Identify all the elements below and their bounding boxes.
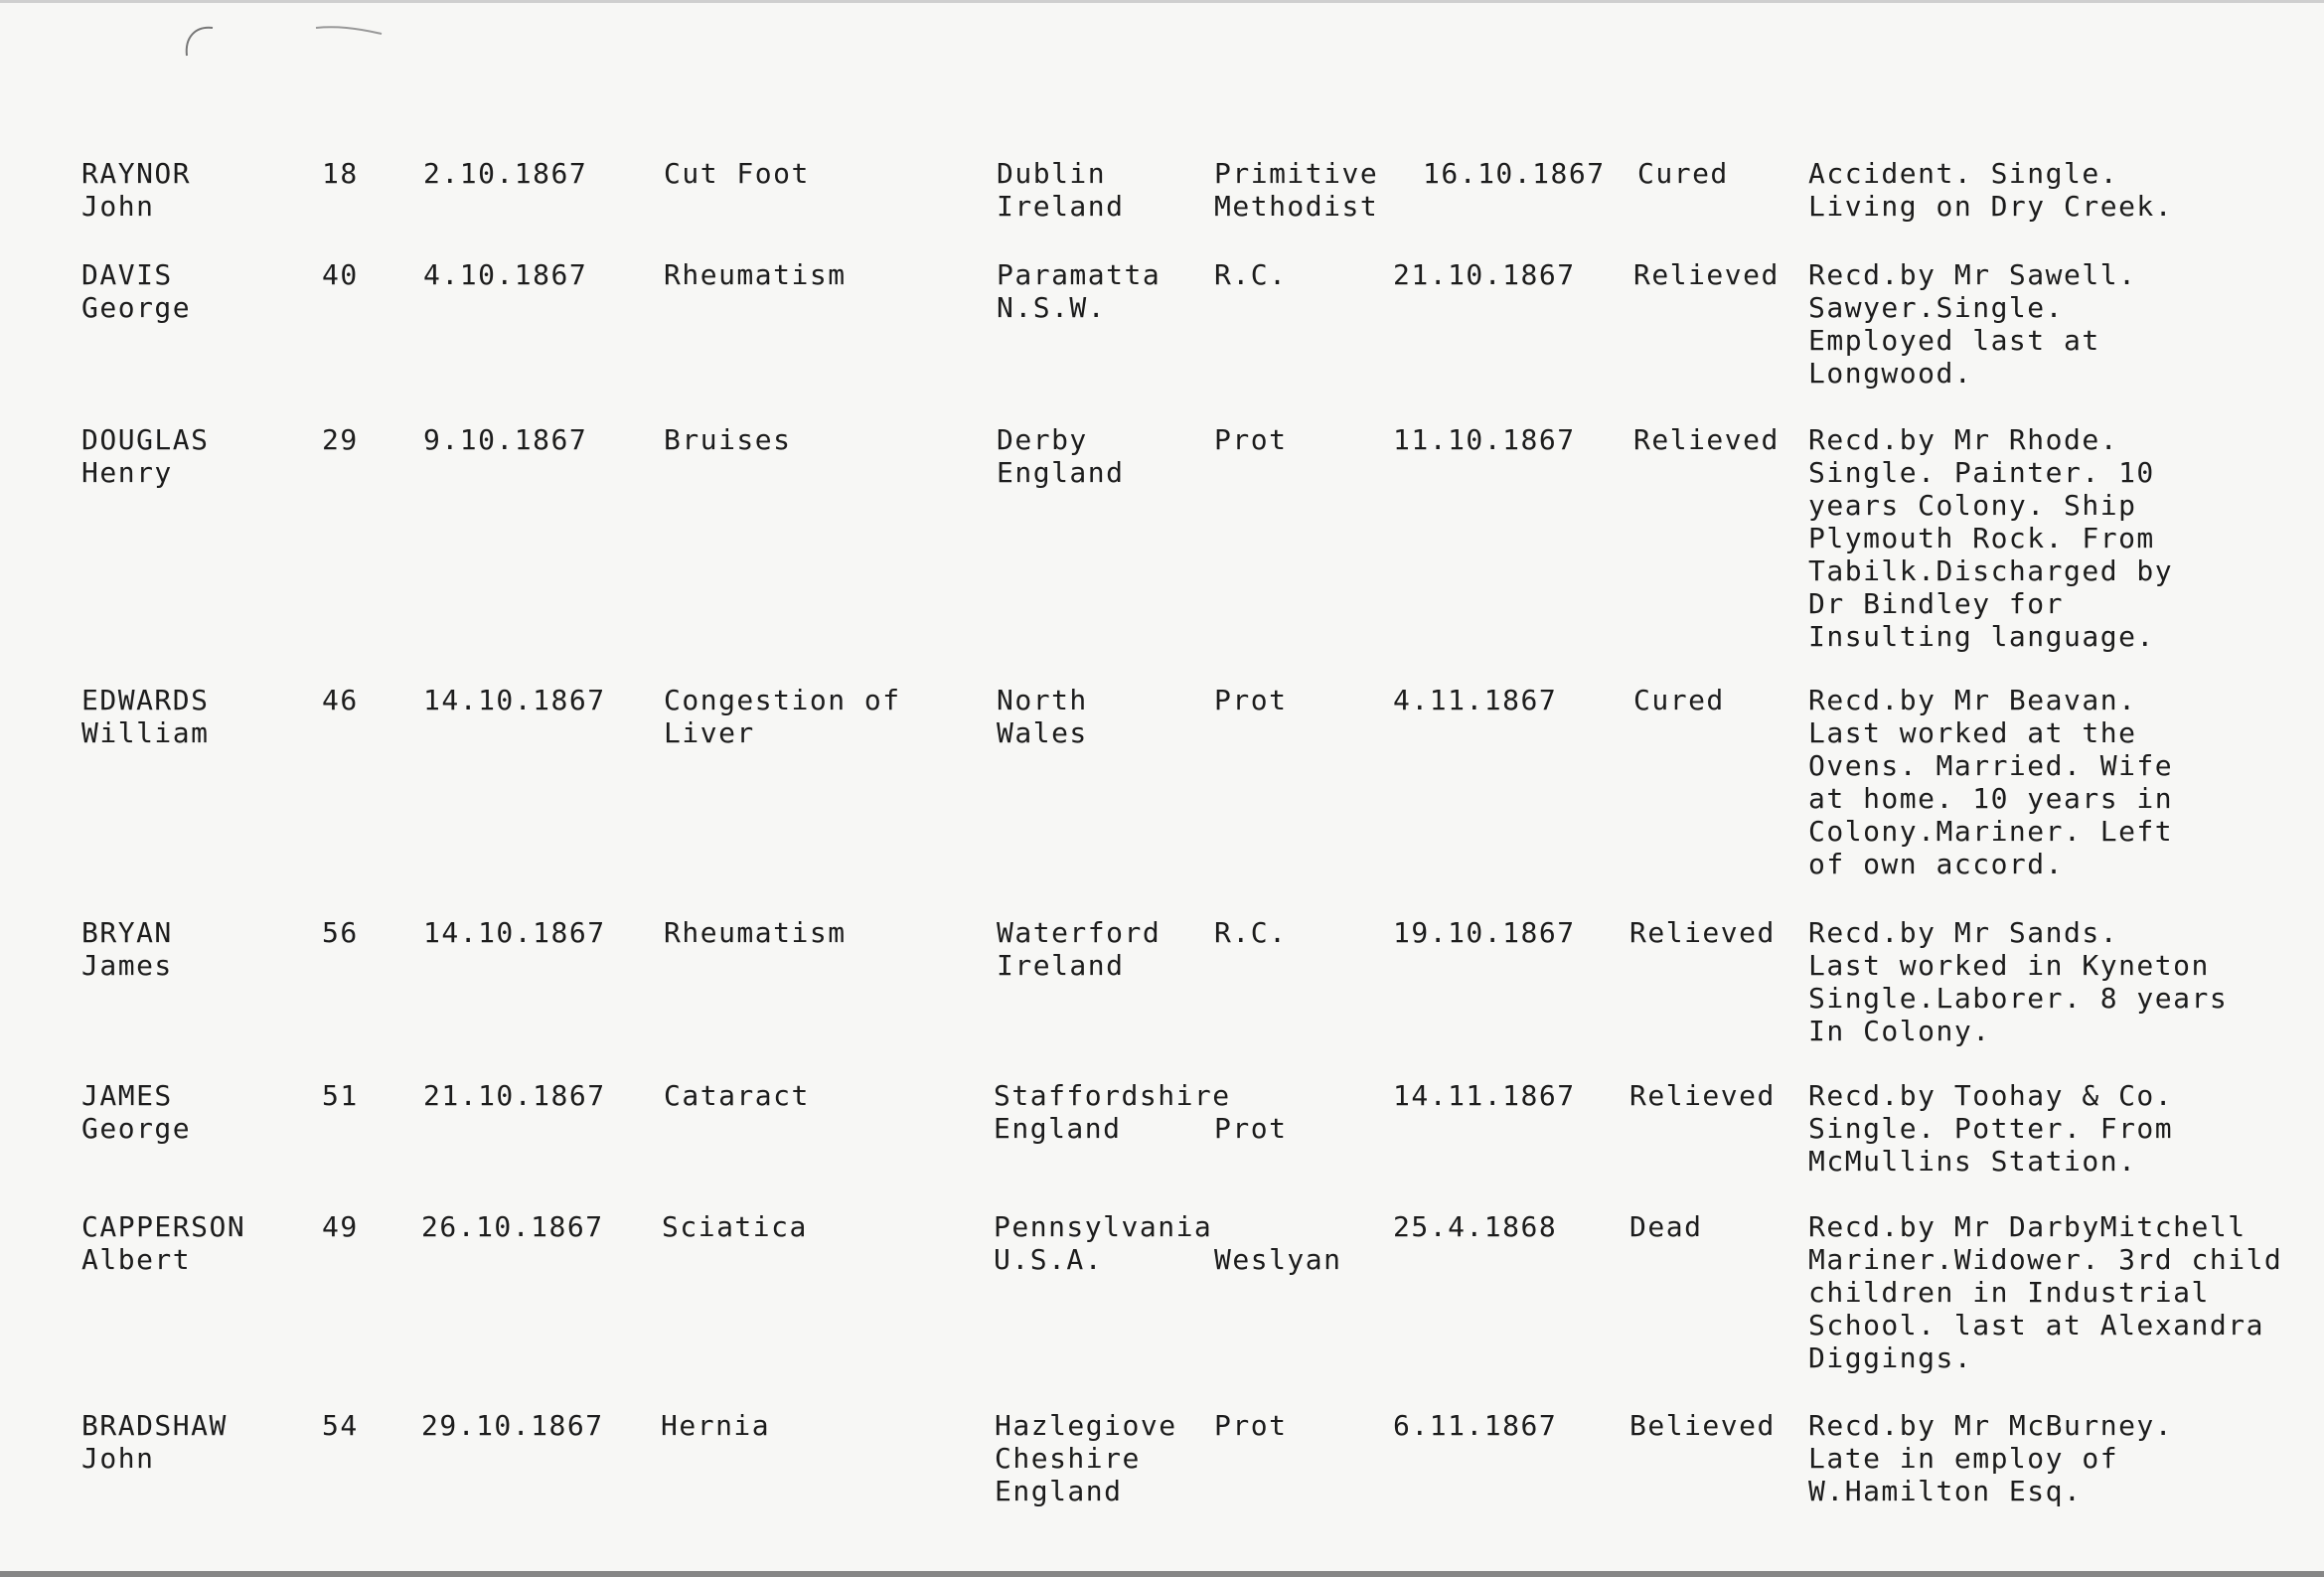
entry-name-line: George (81, 1112, 192, 1145)
entry-religion-line: Primitive (1214, 157, 1379, 190)
entry-remarks (1808, 157, 2173, 223)
entry-religion-line: R.C. (1214, 258, 1288, 291)
entry-remarks-line: Recd.by Mr DarbyMitchell (1808, 1210, 2247, 1243)
entry-remarks (1808, 916, 2228, 1047)
entry-native-line: England (995, 1475, 1123, 1507)
entry-result: Relieved (1629, 1079, 1776, 1112)
entry-religion-line: Prot (1214, 423, 1288, 456)
entry-native (997, 684, 1088, 749)
entry-remarks-line: Sawyer.Single. (1808, 291, 2065, 324)
entry-remarks-line: Recd.by Toohay & Co. (1808, 1079, 2174, 1112)
entry-native (997, 157, 1125, 223)
entry-religion (1214, 423, 1287, 456)
entry-result: Relieved (1629, 916, 1776, 949)
entry-discharged: 14.11.1867 (1393, 1079, 1576, 1112)
entry-discharged: 25.4.1868 (1393, 1210, 1558, 1243)
entry-remarks-line: Late in employ of (1808, 1442, 2119, 1475)
entry-native-line: Ireland (997, 190, 1125, 223)
entry-remarks-line: Accident. Single. (1808, 157, 2119, 190)
entry-result: Cured (1637, 157, 1729, 190)
entry-name-line: JAMES (81, 1079, 173, 1112)
entry-admitted: 26.10.1867 (421, 1210, 604, 1243)
entry-disease (662, 1210, 808, 1243)
entry-religion (1214, 1409, 1287, 1442)
entry-remarks-line: Recd.by Mr Beavan. (1808, 684, 2137, 716)
entry-name-line: George (81, 291, 192, 324)
entry-native-line: Dublin (997, 157, 1107, 190)
entry-result: Believed (1629, 1409, 1776, 1442)
entry-remarks-line: Mariner.Widower. 3rd child (1808, 1243, 2283, 1276)
entry-name-line: BRADSHAW (81, 1409, 228, 1442)
entry-remarks-line: Recd.by Mr McBurney. (1808, 1409, 2174, 1442)
entry-age: 56 (322, 916, 359, 949)
entry-native (994, 1210, 1212, 1276)
entry-remarks-line: Single. Potter. From (1808, 1112, 2174, 1145)
entry-disease (661, 1409, 770, 1442)
entry-religion-line: Prot (1214, 1112, 1288, 1145)
entry-native-line: Ireland (997, 949, 1125, 982)
entry-discharged: 4.11.1867 (1393, 684, 1558, 716)
entry-native-line: Derby (997, 423, 1088, 456)
entry-religion-line: R.C. (1214, 916, 1288, 949)
entry-native-line: Cheshire (995, 1442, 1141, 1475)
entry-religion (1214, 258, 1287, 291)
entry-remarks-line: School. last at Alexandra (1808, 1309, 2264, 1341)
entry-remarks-line: Recd.by Mr Sands. (1808, 916, 2119, 949)
entry-remarks-line: Single. Painter. 10 (1808, 456, 2155, 489)
entry-religion-line: Prot (1214, 684, 1288, 716)
entry-result: Relieved (1633, 258, 1780, 291)
entry-discharged: 11.10.1867 (1393, 423, 1576, 456)
entry-disease-line: Liver (664, 716, 755, 749)
entry-name (81, 1210, 245, 1276)
entry-admitted: 9.10.1867 (423, 423, 588, 456)
entry-remarks-line: Longwood. (1808, 357, 1973, 390)
entry-admitted: 21.10.1867 (423, 1079, 606, 1112)
entry-disease-line: Rheumatism (664, 258, 847, 291)
entry-remarks-line: Insulting language. (1808, 620, 2155, 653)
entry-remarks-line: W.Hamilton Esq. (1808, 1475, 2083, 1507)
entry-remarks (1808, 258, 2136, 390)
entry-name (81, 1409, 228, 1475)
entry-name-line: Henry (81, 456, 173, 489)
entry-discharged: 6.11.1867 (1393, 1409, 1558, 1442)
entry-native-line: N.S.W. (997, 291, 1107, 324)
entry-native-line: North (997, 684, 1088, 716)
entry-remarks-line: Last worked in Kyneton (1808, 949, 2210, 982)
entry-religion-line (1214, 1210, 1342, 1243)
entry-name (81, 423, 210, 489)
entry-name-line: EDWARDS (81, 684, 210, 716)
entry-age: 40 (322, 258, 359, 291)
entry-native-line: Staffordshire (994, 1079, 1231, 1112)
entry-religion (1214, 1210, 1342, 1276)
entry-remarks-line: Recd.by Mr Sawell. (1808, 258, 2137, 291)
entry-name-line: John (81, 1442, 155, 1475)
entry-remarks-line: Recd.by Mr Rhode. (1808, 423, 2119, 456)
page-bottom-edge (0, 1571, 2324, 1577)
entry-disease-line: Bruises (664, 423, 792, 456)
entry-remarks-line: Plymouth Rock. From (1808, 522, 2155, 554)
entry-age: 49 (322, 1210, 359, 1243)
entry-name (81, 916, 173, 982)
entry-name (81, 684, 210, 749)
entry-name-line: John (81, 190, 155, 223)
entry-native (997, 916, 1161, 982)
entry-admitted: 14.10.1867 (423, 916, 606, 949)
entry-age: 54 (322, 1409, 359, 1442)
entry-remarks-line: Tabilk.Discharged by (1808, 554, 2174, 587)
entry-native-line: England (994, 1112, 1122, 1145)
entry-remarks-line: Living on Dry Creek. (1808, 190, 2174, 223)
entry-religion (1214, 684, 1287, 716)
entry-disease-line: Cataract (664, 1079, 810, 1112)
entry-native-line: England (997, 456, 1125, 489)
entry-remarks (1808, 1210, 2282, 1374)
entry-remarks-line: at home. 10 years in (1808, 782, 2174, 815)
entry-remarks (1808, 423, 2173, 653)
entry-name-line: CAPPERSON (81, 1210, 246, 1243)
entry-religion (1214, 916, 1287, 949)
entry-remarks-line: Colony.Mariner. Left (1808, 815, 2174, 848)
entry-remarks-line: Employed last at (1808, 324, 2100, 357)
entry-name (81, 157, 191, 223)
entry-religion (1214, 1079, 1287, 1145)
entry-remarks-line: years Colony. Ship (1808, 489, 2137, 522)
entry-disease-line: Sciatica (662, 1210, 808, 1243)
entry-age: 46 (322, 684, 359, 716)
entry-disease-line: Rheumatism (664, 916, 847, 949)
entry-name-line: DAVIS (81, 258, 173, 291)
entry-disease (664, 684, 901, 749)
entry-native-line: Pennsylvania (994, 1210, 1213, 1243)
entry-remarks-line: Dr Bindley for (1808, 587, 2065, 620)
entry-remarks-line: Diggings. (1808, 1341, 1973, 1374)
entry-remarks (1808, 684, 2173, 880)
entry-remarks (1808, 1079, 2173, 1178)
entry-discharged: 19.10.1867 (1393, 916, 1576, 949)
entry-name-line: RAYNOR (81, 157, 192, 190)
entry-disease-line: Congestion of (664, 684, 901, 716)
entry-native (997, 258, 1161, 324)
entry-disease (664, 1079, 810, 1112)
entry-remarks-line: Single.Laborer. 8 years (1808, 982, 2229, 1015)
entry-admitted: 4.10.1867 (423, 258, 588, 291)
entry-native-line: Paramatta (997, 258, 1162, 291)
entry-remarks (1808, 1409, 2173, 1507)
entry-name-line: DOUGLAS (81, 423, 210, 456)
entry-native (995, 1409, 1177, 1507)
entry-remarks-line: McMullins Station. (1808, 1145, 2137, 1178)
entry-disease-line: Cut Foot (664, 157, 810, 190)
entry-name-line: BRYAN (81, 916, 173, 949)
entry-name (81, 1079, 191, 1145)
entry-disease (664, 157, 810, 190)
entry-religion (1214, 157, 1378, 223)
entry-disease (664, 258, 847, 291)
entry-admitted: 2.10.1867 (423, 157, 588, 190)
corner-pen-mark (177, 22, 405, 72)
entry-religion-line: Weslyan (1214, 1243, 1342, 1276)
entry-native-line: Hazlegiove (995, 1409, 1177, 1442)
entry-result: Cured (1633, 684, 1725, 716)
entry-religion-line (1214, 1079, 1287, 1112)
entry-disease-line: Hernia (661, 1409, 771, 1442)
entry-discharged: 21.10.1867 (1393, 258, 1576, 291)
entry-disease (664, 916, 847, 949)
entry-remarks-line: children in Industrial (1808, 1276, 2210, 1309)
entry-discharged: 16.10.1867 (1423, 157, 1606, 190)
entry-result: Dead (1629, 1210, 1703, 1243)
entry-remarks-line: Last worked at the (1808, 716, 2137, 749)
entry-name (81, 258, 191, 324)
entry-age: 29 (322, 423, 359, 456)
entry-native (994, 1079, 1231, 1145)
entry-name-line: James (81, 949, 173, 982)
entry-native-line: Wales (997, 716, 1088, 749)
entry-remarks-line: In Colony. (1808, 1015, 1991, 1047)
entry-admitted: 14.10.1867 (423, 684, 606, 716)
entry-name-line: Albert (81, 1243, 192, 1276)
entry-result: Relieved (1633, 423, 1780, 456)
entry-name-line: William (81, 716, 210, 749)
entry-native (997, 423, 1125, 489)
entry-religion-line: Prot (1214, 1409, 1288, 1442)
entry-age: 51 (322, 1079, 359, 1112)
entry-religion-line: Methodist (1214, 190, 1379, 223)
entry-admitted: 29.10.1867 (421, 1409, 604, 1442)
entry-disease (664, 423, 792, 456)
page-top-edge (0, 0, 2324, 3)
entry-native-line: Waterford (997, 916, 1162, 949)
entry-remarks-line: Ovens. Married. Wife (1808, 749, 2174, 782)
entry-remarks-line: of own accord. (1808, 848, 2065, 880)
entry-age: 18 (322, 157, 359, 190)
entry-native-line: U.S.A. (994, 1243, 1104, 1276)
